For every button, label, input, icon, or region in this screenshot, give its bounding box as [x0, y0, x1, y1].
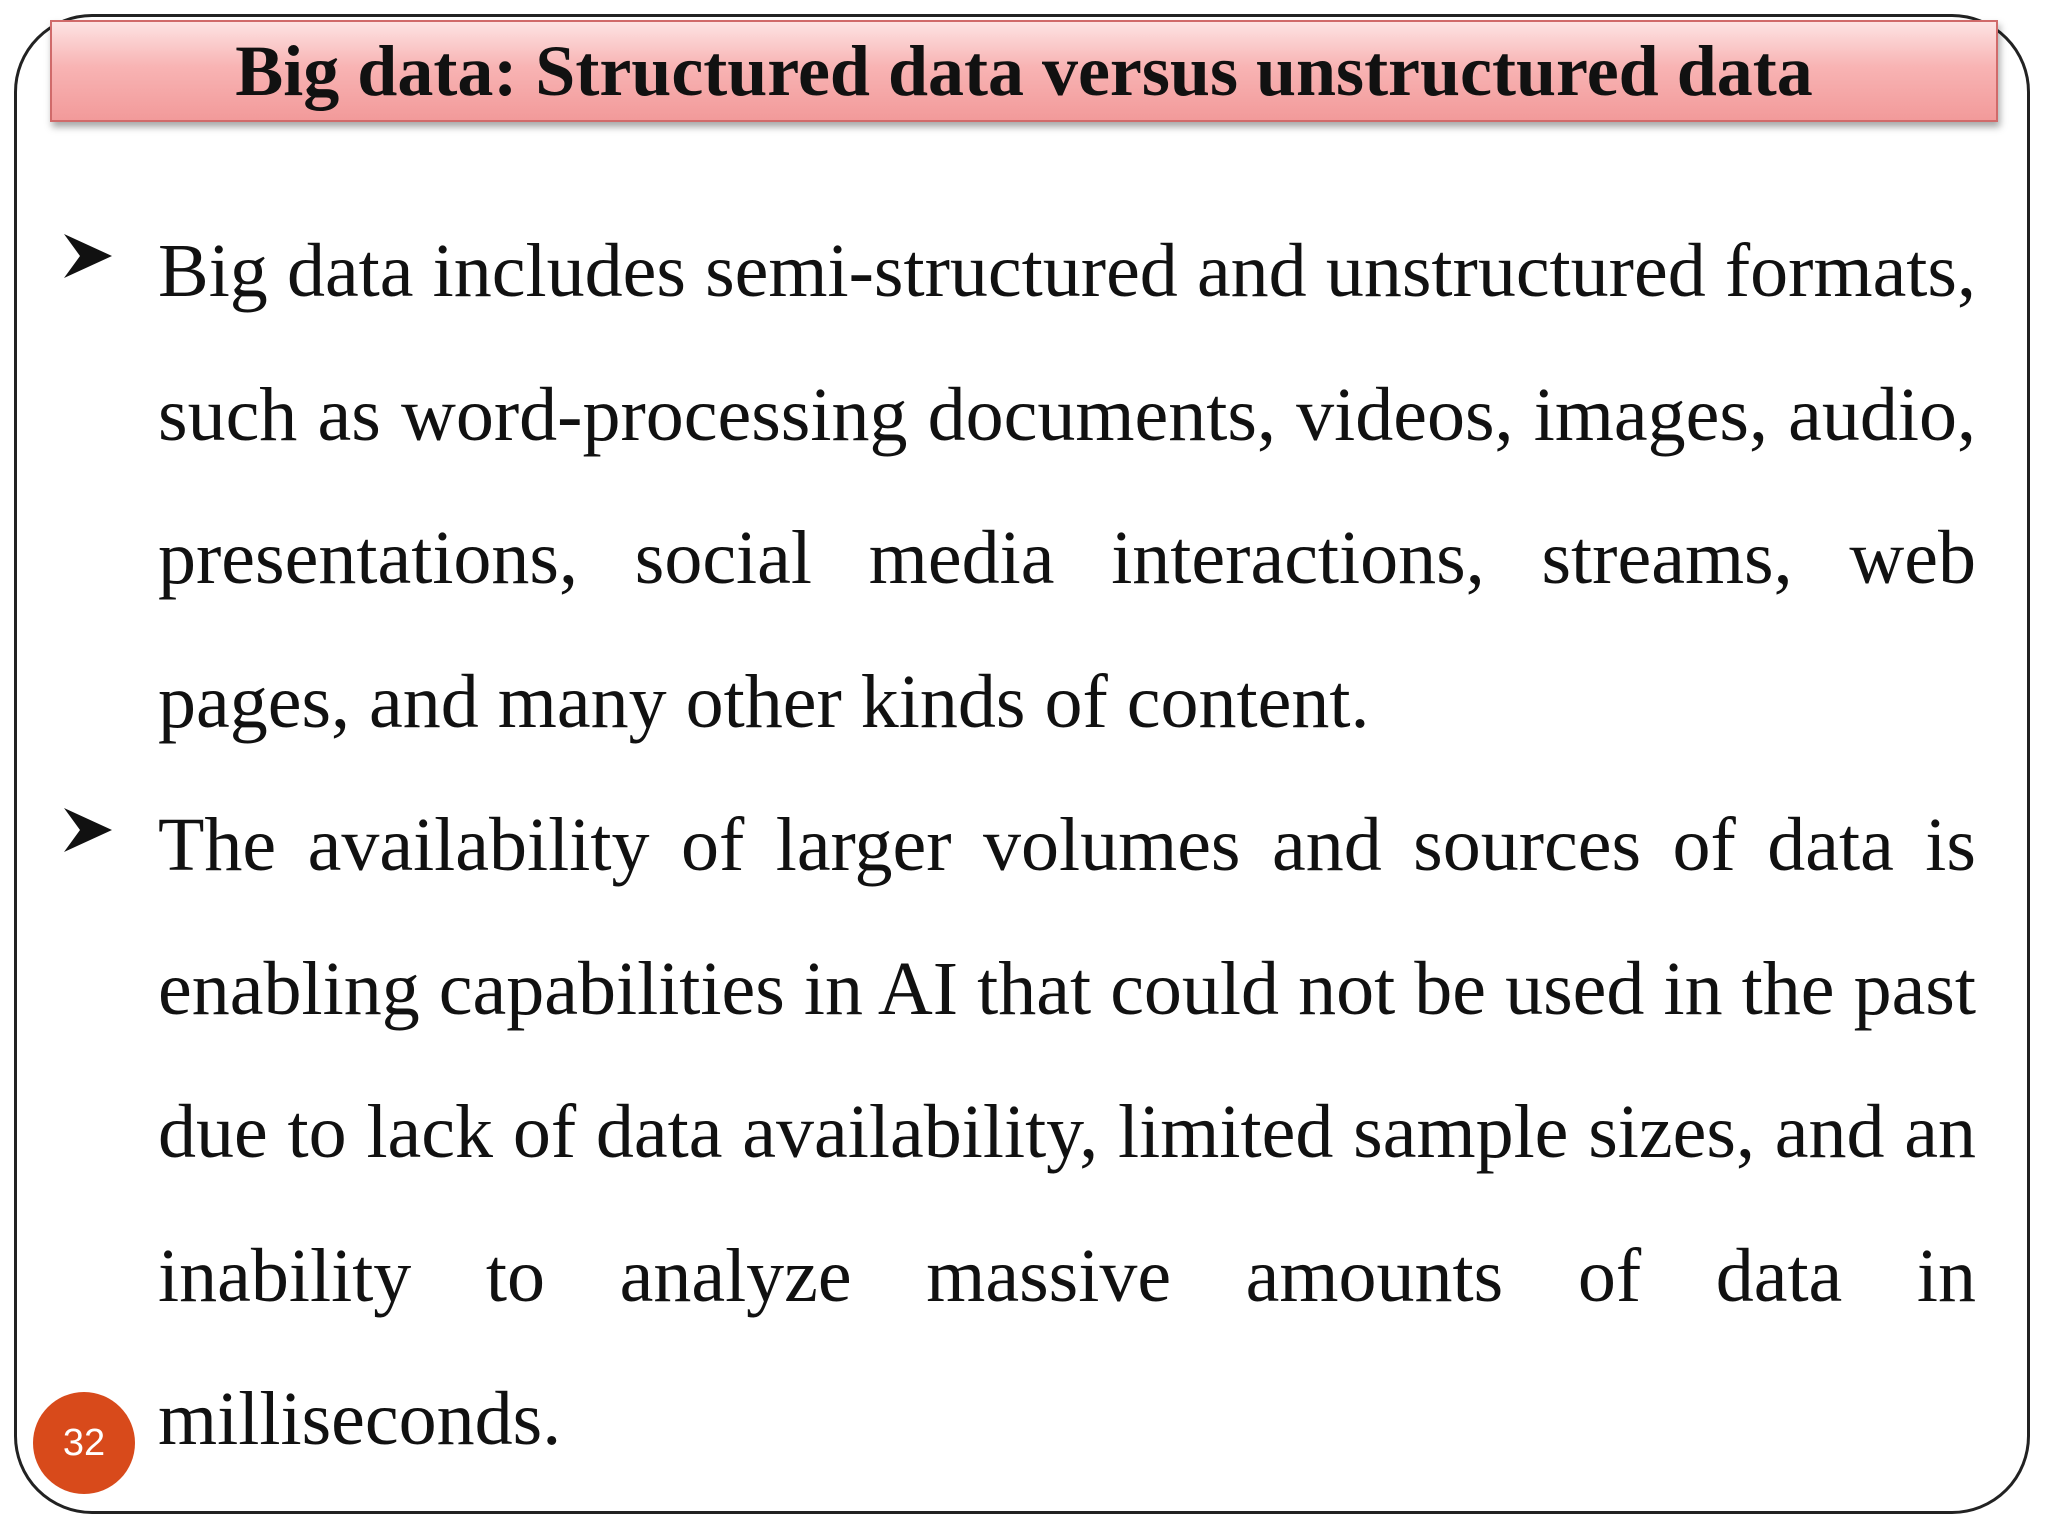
bullet-item	[52, 774, 1976, 1492]
slide-title: Big data: Structured data versus unstructured data	[235, 31, 1813, 111]
arrowhead-bullet-icon	[60, 802, 116, 858]
arrowhead-bullet-icon	[60, 228, 116, 284]
page-number: 32	[62, 1421, 106, 1464]
bullet-text: Big data includes semi-structured and unstructured formats, such as word-processing documents, videos, images, audio, presentations, social media interactions, streams, web pages, and many other kinds of content.	[158, 229, 1976, 744]
page-number-badge	[33, 1392, 135, 1494]
bullet-list	[52, 200, 1976, 1492]
bullet-item	[52, 200, 1976, 774]
bullet-text: The availability of larger volumes and sources of data is enabling capabilities in AI that could not be used in the past due to lack of data availability, limited sample sizes, and an inability to analyze massive amounts of data in milliseconds.	[158, 803, 1976, 1461]
title-bar	[50, 20, 1998, 122]
